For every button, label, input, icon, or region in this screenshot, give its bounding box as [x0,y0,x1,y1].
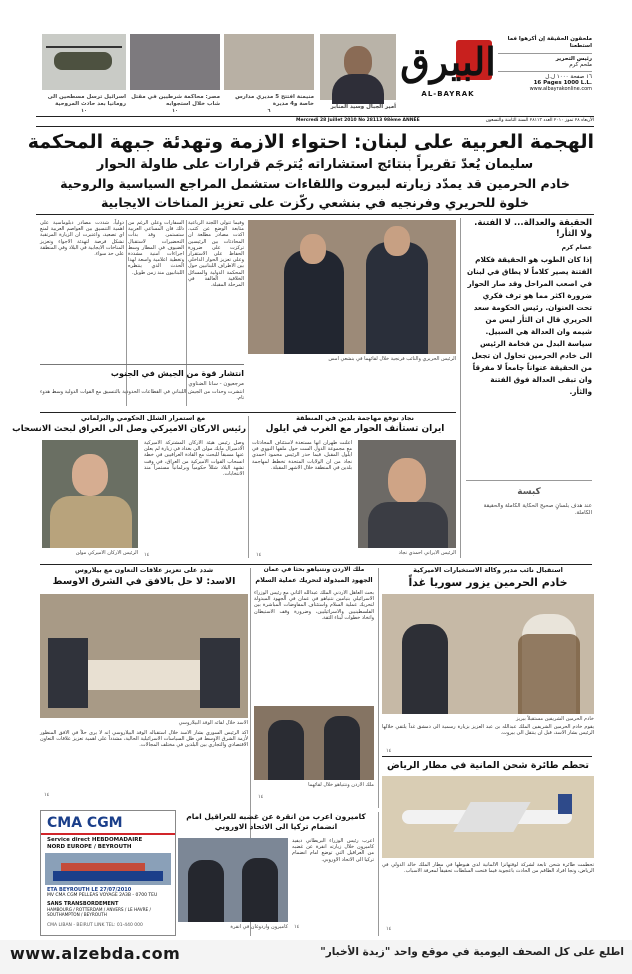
teaser-4 [42,34,126,116]
iran-page-ref: ١٤ [256,552,262,558]
teaser-4-page: ١٠ [80,108,88,114]
iran-kicker: نجاد توقع مهاجمة بلدين في المنطقة [296,414,414,422]
assad-photo [40,594,248,718]
crash-text: تحطمت طائرة شحن تابعة لشركة لوفتهانزا الالمانية لدى هبوطها في مطار الملك خالد الدولي في الرياض، ونجا افراد الطاقم من الحادث باعجوبة فيما فتحت السلطات تحقيقاً لمعرفة الاسباب. [382,862,594,875]
assad-kicker: شدد على تعزيز علاقات التعاون مع بيلاروس [74,566,214,574]
erdogan-person [242,858,278,922]
ship-hull [53,871,163,881]
lead-sub1: سليمان يُعدّ تقريراً بنتائج استشاراته يُترجَم قرارات على طاولة الحوار [96,157,534,172]
cameron-photo-caption: كاميرون واردوغان في انقرة [230,924,288,930]
rotor-shape [46,46,122,48]
editorial-author: عصام كرم [561,244,592,251]
crash-page-ref: ١٤ [386,926,392,932]
teaser-3 [130,34,220,116]
army-inset [40,364,244,409]
jordan-photo-caption: ملك الاردن ونتنياهو خلال لقائهما [308,782,374,788]
teaser-4-photo [42,34,126,90]
saudi-king-bisht [518,634,580,714]
assad-headline: الاسد: لا حل بالافق في الشرق الاوسط [52,576,236,587]
teaser-4-caption: اسرائيل ترسل مسطحين الى رومانيا بعد حادث المروحية [47,94,126,107]
teaser-2-caption: منيمنة افتتح 5 مديري مدارس خاصة و4 مديرة [235,94,314,107]
cameron-person [188,860,224,922]
saudi-kicker: استقبال نائب مدير وكالة الاستخبارات الاميركية [413,566,563,574]
cameron-headline: كاميرون اعرب من انقرة عن غضبه للعراقيل امام انضمام تركيا الى الاتحاد الاوروبي [186,812,366,831]
col-divider-1 [460,218,461,558]
teaser-2 [224,34,314,116]
editorial [466,218,592,558]
jordan-page-ref: ١٤ [258,794,264,800]
saudi-page-ref: ١٤ [386,748,392,754]
lead-sub3: خلوة للحريري وفرنجيه في بنشعي ركّزت على تعزيز المناخات الايجابية [100,195,530,210]
iran-photo [358,440,456,548]
person-right [366,242,428,354]
face-left [300,234,326,264]
ad-vessel: MV CMA CGM PELLEAS VOYAGE 2A3B - 0700 TEU [47,893,158,898]
cameron-text: اعرب رئيس الوزراء البريطاني ديفيد كاميرون خلال زيارته انقرة عن غضبه من العراقيل التي توضع امام انضمام تركيا الى الاتحاد الاوروبي. [292,838,374,863]
date-lat: Mercredi 28 Juillet 2010 No 28113 98ème ANNÉE [296,118,420,123]
website[interactable]: www.albayrakonline.com [529,86,592,92]
section-rule-1 [40,412,456,413]
mullen-kicker: مع استمرار الشلل الحكومي والبرلماني [80,414,206,422]
section-rule-3 [382,756,592,757]
ahmadinejad-face [388,458,426,504]
newspaper-page [12,30,594,935]
saudi-story [382,566,594,756]
mullen-uniform [50,496,132,548]
jordan-person-2 [324,716,360,780]
army-inset-headline: انتشار قوة من الجيش في الجنوب [110,369,244,378]
saudi-headline: خادم الحرمين يزور سوريا غداً [408,576,568,589]
footer-site[interactable]: www.alzebda.com [10,944,181,963]
plane-tail [558,794,572,814]
cameron-page-ref: ١٤ [294,924,300,930]
mullen-headline: رئيس الاركان الاميركي وصل الى العراق لبحث الانسحاب [12,424,246,434]
jordan-person-1 [268,720,304,780]
ahmadinejad-suit [368,502,448,548]
portrait-body [332,74,384,104]
lead-rule [36,126,594,127]
cameron-story [178,810,374,936]
lead-rule-bottom [36,214,594,215]
ad-eta: ETA BEYROUTH LE 27/07/2010 [47,887,132,893]
logo-lat: AL-BAYRAK [421,90,475,98]
editor-label: رئيس التحرير [555,56,592,62]
footer-slogan: اطلع على كل الصحف اليومية في موقع واحد "زبدة الأخبار" [320,946,624,958]
section-rule-2 [40,564,592,565]
assad-text: اكد الرئيس السوري بشار الاسد خلال استقباله الوفد البيلاروسي انه لا يرى حلاً في الافق المنظور لأزمة الشرق الاوسط في ظل السياسات الاسرائيلية الحالية، مشدداً على اهمية تعزيز علاقات التعاون الاقتصادي والتجاري بين البلدين في مختلف المجالات. [40,730,248,749]
jordan-text: بحث العاهل الاردني الملك عبدالله الثاني مع رئيس الوزراء الاسرائيلي بنيامين نتنياهو في عمان في الجهود المبذولة لتحريك عملية السلام واستئناف المفاوضات المباشرة بين الفلسطينيين والاسرائيليين، وضرورة وقف الاستيطان واتخاذ خطوات لبناء الثقة. [254,590,374,621]
editorial-body: إذا كان الطوب هو الحقيقة فكلام الفتنة يصير كلاماً لا يطاق في لبنان في اصعب المراحل وقد صار الحوار ضرورة اكثر مما هو ترف فكري تحت العنوان. رئيس الحكومة سعد الحريري قال ان الثأر ليس من شيمه وان العدالة هي السبيل. سياسة البدل من فخامة الرئيس الى خادم الحرمين تحاول ان تجعل من الحقيقة عنواناً جامعاً لا مفرقاً وان تبقى العدالة فوق الفتنة والثأر. [467,255,592,396]
saudi-photo [382,594,594,714]
kabsa-box [466,480,592,557]
plane-wing [453,802,530,832]
mullen-photo [42,440,138,548]
teaser-1 [320,34,396,114]
footer-bar [0,940,632,974]
lead-text-col-3: دولياً، شددت مصادر دبلوماسية على اهمية التنسيق بين العواصم العربية لمنع اي تصعيد، واعتبرت ان الزيارة المرتقبة تشكل فرصة لتهدئة الاجواء وتعزيز المناخات الايجابية في البلاد وفي المنطقة على حد سواء. [40,220,124,258]
pages-lat: 16 Pages 1000 L.L. [533,80,592,86]
masthead-rule-top [36,116,594,117]
col-divider-6 [378,568,379,808]
assad-photo-caption: الاسد خلال لقائه الوفد البيلاروسي [178,720,248,726]
army-inset-sub: مرجعيون - سانا الضناوي [188,381,244,387]
helicopter-shape [54,52,112,70]
pages-ar: ١٦ صفحة ١٠٠٠ ل.ل [545,74,592,80]
ad-line2: NORD EUROPE / BEYROUTH [47,844,132,850]
masthead-info [498,36,592,116]
assad-story [40,566,248,802]
teaser-1-caption: أمير الجبال وسيد المنابر [330,104,396,110]
assad-page-ref: ١٤ [44,792,50,798]
jordan-story [254,566,374,806]
jordan-kicker: ملك الاردن ونتنياهو بحثا في عمان [263,566,365,573]
iran-photo-caption: الرئيس الايراني احمدي نجاد [398,550,456,556]
ad-brand: CMA CGM [47,815,123,831]
kabsa-title: كبسة [517,487,541,497]
mullen-photo-caption: الرئيس الاركان الاميركي مولن [75,550,138,556]
editorial-title: الحقيقة والعدالة... لا الفتنة. ولا الثأر! [474,218,592,239]
teaser-2-photo [224,34,314,90]
iran-headline: ايران تستأنف الحوار مع الغرب في ايلول [265,424,445,434]
crash-headline: تحطم طائرة شحن المانية في مطار الرياض [387,760,589,771]
jordan-photo [254,706,374,780]
ad-route-label: SANS TRANSBORDEMENT [47,901,119,907]
logo-ar: البيرق [400,39,496,84]
logo [400,34,496,108]
ad-ship [45,853,171,885]
person-left [284,250,344,354]
iran-text: اعلنت طهران انها مستعدة لاستئناف المحادثات مع مجموعة الدول الست حول ملفها النووي في ايلول المقبل، فيما حذر الرئيس محمود احمدي نجاد من ان الولايات المتحدة تخطط لمهاجمة بلدين في المنطقة خلال الاشهر المقبلة. [252,440,352,471]
teaser-1-photo [320,34,396,100]
mullen-text: وصل رئيس هيئة الاركان المشتركة الاميركية الادميرال مايك مولن الى بغداد في زيارة لم يعلن عنها مسبقاً للبحث مع القادة العراقيين في خطة انسحاب القوات الاميركية من العراق، في وقت تشهد البلاد شللاً حكومياً وبرلمانياً مستمراً منذ الانتخابات. [144,440,244,478]
saudi-guest [402,624,448,714]
ad-phone: CMA LIBAN - BEIRUT LINK TEL: 01-440 000 [47,923,143,928]
crash-story [382,758,594,936]
lead-headline: الهجمة العربية على لبنان: احتواء الازمة وتهدئة جبهة المحكمة [27,131,594,153]
lead-photo-caption: الرئيس الحريري والنائب فرنجية خلال لقائهما في بنشعي امس [328,356,456,362]
jordan-headline: الجهود المبذولة لتحريك عملية السلام [255,576,373,584]
masthead [36,30,594,123]
date-ar: الأربعاء ٢٨ تموز ٢٠١٠ العدد ٢٨١١٣ السنة الثامنة والتسعون [485,118,594,123]
iran-story [252,414,458,562]
col-divider-7 [378,812,379,936]
col-divider-4 [248,416,249,558]
left-promo: ملحقون الحقيقة إن أكرهوا فما استطعنا [507,36,592,49]
face-right [384,226,410,256]
mullen-story [12,414,246,562]
cma-cgm-ad[interactable] [40,810,176,936]
lead-photo [248,220,456,354]
kabsa-body: عند هدف بلسانٍ صحيح الحكاية الكاملة والحقيقة الكاملة. [483,503,592,516]
editor-name: ملحم كرم [569,62,592,68]
teaser-3-photo [130,34,220,90]
mullen-face [72,454,108,496]
saudi-photo-caption: خادم الحرمين الشريفين مستقبلاً بيريز [515,716,594,722]
teaser-2-page: ٦ [267,108,271,114]
cameron-photo [178,838,288,922]
ship-containers [61,863,145,871]
teaser-3-page: ١٠ [171,108,179,114]
meeting-people-right [200,638,240,708]
lead-text-col-2: السفارات وعلى الرغم من ذلك فان المساعي العربية ستستمر، وقد بدأت التحضيرات لاستقبال الضيوف في المطار وسط اجراءات امنية مشددة وتغطية اعلامية واسعة لهذا الحدث الذي ينتظره اللبنانيون منذ زمن طويل. [128,220,184,276]
teaser-3-caption: مصر: محاكمة شرطيين في مقتل شاب خلال استجوابه [131,94,220,107]
meeting-people-left [48,638,88,708]
mullen-page-ref: ١٤ [144,552,150,558]
lead-sub2: خادم الحرمين قد يمدّد زيارته لبيروت واللقاءات ستشمل المراجع السياسية والروحية [60,176,570,191]
ad-route: HAMBOURG / ROTTERDAM / ANVERS / LE HAVRE / SOUTHAMPTON / BEYROUTH [47,907,151,917]
crash-photo [382,776,594,858]
ad-red-bar [41,833,175,835]
ad-line1: Service direct HEBDOMADAIRE [47,837,143,843]
army-inset-text: انتشرت وحدات من الجيش اللبناني في القطاعات الحدودية بالتنسيق مع القوات الدولية وسط هدوء تام. [40,389,244,402]
lead-text-col-1: وفيما تتولى اللجنة الرباعية متابعة الوضع عن كثب، اكدت مصادر مطلعة ان المحادثات بين الرئيسين تركزت على ضرورة الحفاظ على الاستقرار وعلى تعزيز الحوار الداخلي بين الاطراف اللبنانيين حول المحكمة الدولية والمسائل الخلافية العالقة في المرحلة المقبلة. [188,220,244,289]
saudi-text: يقوم خادم الحرمين الشريفين الملك عبدالله بن عبد العزيز بزيارة رسمية الى دمشق غداً يلتقي خلالها الرئيس بشار الاسد، قبل ان ينتقل الى بيروت. [382,724,594,737]
